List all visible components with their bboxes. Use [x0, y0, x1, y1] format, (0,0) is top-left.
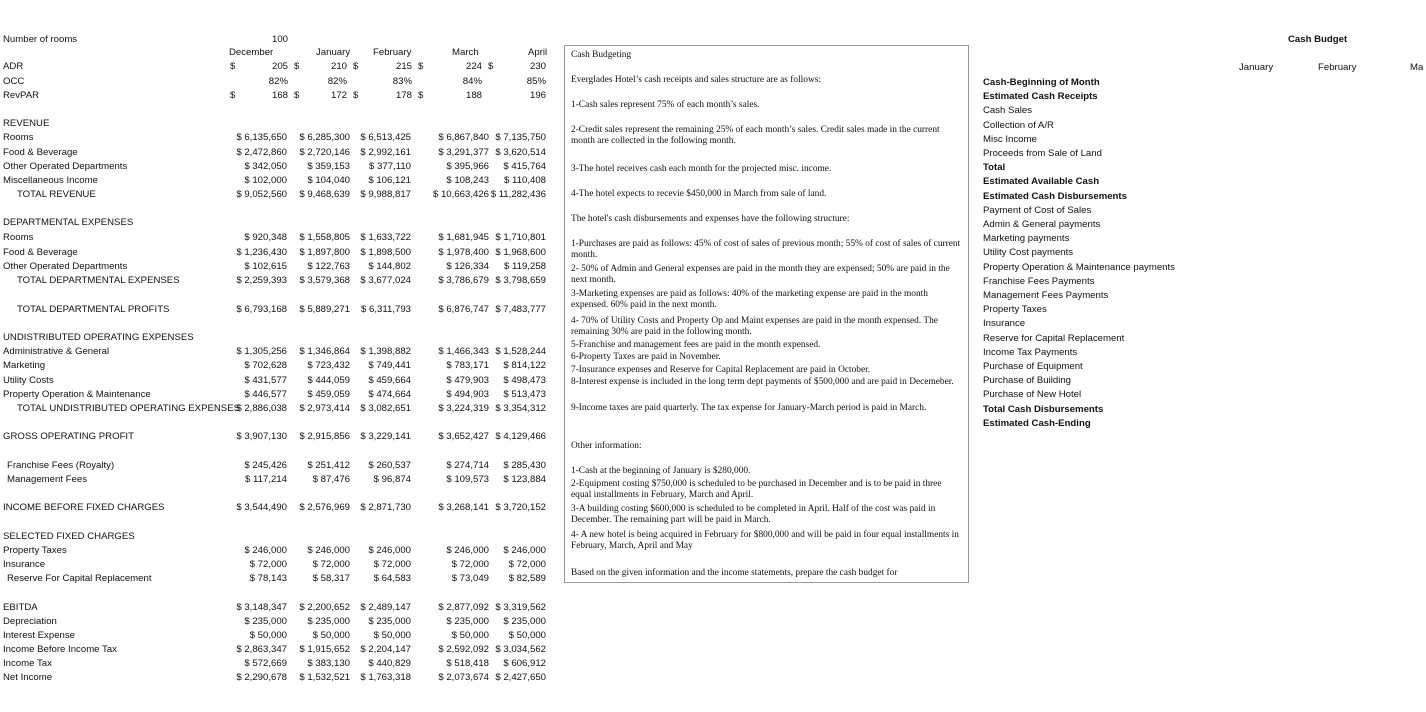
- row-label: Other Operated Departments: [3, 161, 128, 172]
- row-label: Property Operation & Maintenance: [3, 389, 151, 400]
- row-value-cell[interactable]: $ 415,764: [503, 161, 546, 172]
- textbox-paragraph: 2-Equipment costing $750,000 is scheduled to be purchased in December and is to be paid in three equal installments in February, March and April.: [571, 479, 942, 501]
- row-value-cell[interactable]: $ 783,171: [446, 360, 489, 371]
- row-value-cell[interactable]: $ 2,427,650: [495, 672, 546, 683]
- dollar-sign: $: [418, 61, 424, 72]
- row-value-cell[interactable]: $ 50,000: [373, 630, 411, 641]
- row-value-cell[interactable]: $ 920,348: [244, 232, 287, 243]
- row-value-cell[interactable]: $ 2,200,652: [299, 602, 350, 613]
- row-value-cell[interactable]: $ 246,000: [244, 545, 287, 556]
- row-value-cell[interactable]: $ 479,903: [446, 375, 489, 386]
- row-value-cell[interactable]: $ 1,710,801: [495, 232, 546, 243]
- row-value-cell[interactable]: $ 246,000: [446, 545, 489, 556]
- row-value-cell[interactable]: $ 78,143: [249, 573, 287, 584]
- cash-budget-item: Cash Sales: [983, 105, 1033, 117]
- row-value-cell[interactable]: $ 73,049: [451, 573, 489, 584]
- textbox-paragraph: 2-Credit sales represent the remaining 25% of each month’s sales. Credit sales made in the current month are collected in the following month.: [571, 125, 940, 147]
- textbox-paragraph: Other information:: [571, 441, 642, 451]
- row-label: Net Income: [3, 672, 53, 683]
- row-label: TOTAL DEPARTMENTAL PROFITS: [17, 304, 170, 315]
- row-value-cell[interactable]: $ 1,466,343: [438, 346, 489, 357]
- dollar-sign: $: [294, 61, 300, 72]
- month-header-december: December: [229, 47, 274, 58]
- row-value-cell[interactable]: $ 2,992,161: [360, 147, 411, 158]
- cash-budget-item: Property Operation & Maintenance payments: [983, 261, 1175, 273]
- row-value-cell[interactable]: $ 122,763: [307, 261, 350, 272]
- occ-cell[interactable]: 83%: [392, 76, 412, 87]
- row-value-cell[interactable]: $ 10,663,426: [432, 189, 489, 200]
- row-label: Marketing: [3, 360, 46, 371]
- row-value-cell[interactable]: $ 1,398,882: [360, 346, 411, 357]
- cash-budget-item: Total: [983, 162, 1006, 174]
- row-value-cell[interactable]: $ 3,786,679: [438, 275, 489, 286]
- row-value-cell[interactable]: $ 444,059: [307, 375, 350, 386]
- row-value-cell[interactable]: $ 144,802: [368, 261, 411, 272]
- row-value-cell[interactable]: $ 102,615: [244, 261, 287, 272]
- row-value-cell[interactable]: $ 1,633,722: [360, 232, 411, 243]
- row-label: Reserve For Capital Replacement: [7, 573, 152, 584]
- row-value-cell[interactable]: $ 1,897,800: [299, 247, 350, 258]
- cash-budget-item: Collection of A/R: [983, 119, 1054, 131]
- cash-budget-month-february: February: [1318, 62, 1357, 73]
- row-value-cell[interactable]: $ 2,973,414: [299, 403, 350, 414]
- row-value-cell[interactable]: $ 494,903: [446, 389, 489, 400]
- row-value-cell[interactable]: $ 6,876,747: [438, 304, 489, 315]
- month-header-march: March: [452, 47, 479, 58]
- row-value-cell[interactable]: $ 2,073,674: [438, 672, 489, 683]
- row-label: Utility Costs: [3, 375, 54, 386]
- row-value-cell[interactable]: $ 235,000: [446, 616, 489, 627]
- row-value-cell[interactable]: $ 2,720,146: [299, 147, 350, 158]
- row-value-cell[interactable]: $ 2,576,969: [299, 502, 350, 513]
- row-value-cell[interactable]: $ 285,430: [503, 460, 546, 471]
- row-label: TOTAL DEPARTMENTAL EXPENSES: [17, 275, 180, 286]
- row-value-cell[interactable]: $ 498,473: [503, 375, 546, 386]
- row-value-cell[interactable]: $ 123,884: [503, 474, 546, 485]
- cash-budget-item: Marketing payments: [983, 233, 1070, 245]
- row-label: Insurance: [3, 559, 46, 570]
- row-value-cell[interactable]: $ 11,282,436: [490, 189, 546, 200]
- adr-cell[interactable]: 210: [330, 61, 347, 72]
- revpar-cell[interactable]: 188: [465, 90, 482, 101]
- row-value-cell[interactable]: $ 6,513,425: [360, 132, 411, 143]
- cash-budget-item: Estimated Available Cash: [983, 176, 1100, 188]
- textbox-paragraph: Everglades Hotel’s cash receipts and sales structure are as follows:: [571, 75, 822, 85]
- row-value-cell[interactable]: $ 106,121: [368, 175, 411, 186]
- cash-budget-month-january: January: [1239, 62, 1274, 73]
- row-value-cell[interactable]: $ 3,620,514: [495, 147, 546, 158]
- row-value-cell[interactable]: $ 87,476: [312, 474, 350, 485]
- row-value-cell[interactable]: $ 431,577: [244, 375, 287, 386]
- adr-cell[interactable]: 205: [271, 61, 288, 72]
- instructions-textbox[interactable]: [564, 45, 969, 583]
- row-value-cell[interactable]: $ 7,135,750: [495, 132, 546, 143]
- row-value-cell[interactable]: $ 446,577: [244, 389, 287, 400]
- dollar-sign: $: [230, 61, 236, 72]
- cash-budget-item: Admin & General payments: [983, 219, 1101, 230]
- occ-cell[interactable]: 84%: [462, 76, 482, 87]
- row-value-cell[interactable]: $ 235,000: [368, 616, 411, 627]
- row-value-cell[interactable]: $ 2,489,147: [360, 602, 411, 613]
- cash-budget-item: Estimated Cash Receipts: [983, 91, 1098, 103]
- cash-budget-item: Proceeds from Sale of Land: [983, 148, 1102, 159]
- row-value-cell[interactable]: $ 2,592,092: [438, 644, 489, 655]
- row-value-cell[interactable]: $ 518,418: [446, 658, 489, 669]
- adr-cell[interactable]: 224: [465, 61, 482, 72]
- row-value-cell[interactable]: $ 126,334: [446, 261, 489, 272]
- row-value-cell[interactable]: $ 2,290,678: [236, 672, 287, 683]
- row-value-cell[interactable]: $ 72,000: [508, 559, 546, 570]
- row-value-cell[interactable]: $ 1,305,256: [236, 346, 287, 357]
- section-revenue: REVENUE: [3, 118, 50, 129]
- row-value-cell[interactable]: $ 1,978,400: [438, 247, 489, 258]
- cash-budget-item: Reserve for Capital Replacement: [983, 332, 1125, 344]
- row-value-cell[interactable]: $ 474,664: [368, 389, 411, 400]
- row-value-cell[interactable]: $ 702,628: [244, 360, 287, 371]
- textbox-paragraph: 3-Marketing expenses are paid as follows: 40% of the marketing expense are paid in the month expensed. 60% paid in the next month.: [571, 289, 928, 311]
- cash-budget-item: Utility Cost payments: [983, 247, 1074, 259]
- row-value-cell[interactable]: $ 3,798,659: [495, 275, 546, 286]
- row-value-cell[interactable]: $ 572,669: [244, 658, 287, 669]
- row-label: Franchise Fees (Royalty): [7, 460, 115, 471]
- row-label: EBITDA: [3, 602, 38, 613]
- row-value-cell[interactable]: $ 3,907,130: [236, 431, 287, 442]
- row-value-cell[interactable]: $ 377,110: [369, 161, 411, 172]
- rooms-label: Number of rooms: [3, 34, 78, 45]
- occ-label: OCC: [3, 76, 25, 87]
- row-label: TOTAL REVENUE: [17, 189, 96, 200]
- row-value-cell[interactable]: $ 3,720,152: [495, 502, 546, 513]
- row-value-cell[interactable]: $ 251,412: [307, 460, 350, 471]
- row-label: Rooms: [3, 132, 34, 143]
- row-value-cell[interactable]: $ 3,579,368: [299, 275, 350, 286]
- row-value-cell[interactable]: $ 5,889,271: [299, 304, 350, 315]
- row-value-cell[interactable]: $ 1,558,805: [299, 232, 350, 243]
- row-value-cell[interactable]: $ 3,082,651: [360, 403, 411, 414]
- row-value-cell[interactable]: $ 9,052,560: [236, 189, 287, 200]
- cash-budget-item: Property Taxes: [983, 304, 1047, 316]
- row-value-cell[interactable]: $ 58,317: [312, 573, 350, 584]
- row-value-cell[interactable]: $ 723,432: [307, 360, 350, 371]
- dollar-sign: $: [294, 90, 300, 101]
- adr-cell[interactable]: 215: [395, 61, 412, 72]
- cash-budget-month-march: Ma: [1410, 62, 1424, 73]
- row-label: Rooms: [3, 232, 34, 243]
- section-fixed-charges: SELECTED FIXED CHARGES: [3, 531, 135, 542]
- cash-budget-item: Insurance: [983, 318, 1026, 330]
- row-value-cell[interactable]: $ 1,763,318: [360, 672, 411, 683]
- revpar-cell[interactable]: 168: [271, 90, 288, 101]
- row-label: TOTAL UNDISTRIBUTED OPERATING EXPENSES: [17, 403, 241, 414]
- row-value-cell[interactable]: $ 2,472,860: [236, 147, 287, 158]
- cash-budget-item: Purchase of New Hotel: [983, 389, 1082, 401]
- cash-budget-item: Total Cash Disbursements: [983, 403, 1104, 415]
- cash-budget-item: Franchise Fees Payments: [983, 275, 1095, 287]
- revpar-cell[interactable]: 196: [529, 90, 546, 101]
- row-label: Other Operated Departments: [3, 261, 128, 272]
- row-value-cell[interactable]: $ 459,664: [368, 375, 411, 386]
- cash-budget-item: Management Fees Payments: [983, 290, 1109, 301]
- occ-cell[interactable]: 82%: [327, 76, 347, 87]
- row-value-cell[interactable]: $ 3,677,024: [360, 275, 411, 286]
- revpar-cell[interactable]: 178: [395, 90, 412, 101]
- row-value-cell[interactable]: $ 6,135,650: [236, 132, 287, 143]
- textbox-paragraph: 8-Interest expense is included in the long term dept payments of $500,000 and are paid in Decemeber.: [571, 377, 954, 387]
- row-value-cell[interactable]: $ 9,468,639: [299, 189, 350, 200]
- cash-budget-item: Misc Income: [983, 133, 1037, 145]
- row-value-cell[interactable]: $ 72,000: [373, 559, 411, 570]
- row-value-cell[interactable]: $ 383,130: [307, 658, 350, 669]
- textbox-paragraph: 1-Purchases are paid as follows: 45% of cost of sales of previous month; 55% of cost of sales of current month.: [571, 239, 961, 261]
- row-value-cell[interactable]: $ 1,898,500: [360, 247, 411, 258]
- row-value-cell[interactable]: $ 2,871,730: [360, 502, 411, 513]
- dollar-sign: $: [488, 61, 494, 72]
- row-value-cell[interactable]: $ 1,236,430: [236, 247, 287, 258]
- row-label: INCOME BEFORE FIXED CHARGES: [3, 502, 165, 513]
- row-value-cell[interactable]: $ 109,573: [446, 474, 489, 485]
- textbox-paragraph: 4- A new hotel is being acquired in February for $800,000 and will be paid in four equal installments in February, March, April and May: [571, 530, 959, 552]
- row-value-cell[interactable]: $ 1,968,600: [495, 247, 546, 258]
- row-value-cell[interactable]: $ 459,059: [307, 389, 350, 400]
- row-value-cell[interactable]: $ 2,863,347: [236, 644, 287, 655]
- section-undistributed-expenses: UNDISTRIBUTED OPERATING EXPENSES: [3, 332, 194, 343]
- row-label: Income Before Income Tax: [3, 644, 117, 655]
- cash-budget-item: Purchase of Equipment: [983, 361, 1083, 372]
- row-value-cell[interactable]: $ 72,000: [312, 559, 350, 570]
- textbox-paragraph: 4- 70% of Utility Costs and Property Op and Maint expenses are paid in the month expensed. The remaining 30% are paid in the following month.: [571, 316, 938, 338]
- revpar-cell[interactable]: 172: [330, 90, 347, 101]
- row-value-cell[interactable]: $ 7,483,777: [495, 304, 546, 315]
- row-label: Food & Beverage: [3, 247, 78, 258]
- section-departmental-expenses: DEPARTMENTAL EXPENSES: [3, 217, 134, 228]
- row-value-cell[interactable]: $ 9,988,817: [360, 189, 411, 200]
- textbox-paragraph: 7-Insurance expenses and Reserve for Capital Replacement are paid in October.: [571, 365, 871, 375]
- row-value-cell[interactable]: $ 119,258: [504, 261, 546, 272]
- row-value-cell[interactable]: $ 50,000: [451, 630, 489, 641]
- textbox-paragraph: Based on the given information and the income statements, prepare the cash budget for: [571, 568, 898, 578]
- row-value-cell[interactable]: $ 3,291,377: [438, 147, 489, 158]
- cash-budget-item: Estimated Cash Disbursements: [983, 190, 1127, 202]
- dollar-sign: $: [353, 90, 359, 101]
- row-value-cell[interactable]: $ 1,346,864: [299, 346, 350, 357]
- row-value-cell[interactable]: $ 1,681,945: [438, 232, 489, 243]
- row-value-cell[interactable]: $ 235,000: [503, 616, 546, 627]
- textbox-paragraph: 5-Franchise and management fees are paid in the month expensed.: [571, 340, 821, 350]
- row-value-cell[interactable]: $ 108,243: [446, 175, 489, 186]
- row-value-cell[interactable]: $ 104,040: [307, 175, 350, 186]
- textbox-paragraph: 2- 50% of Admin and General expenses are paid in the month they are expensed; 50% are paid in the next month.: [571, 264, 950, 286]
- cash-budget-title: Cash Budget: [1288, 34, 1348, 45]
- textbox-paragraph: The hotel's cash disbursements and expenses have the following structure:: [571, 214, 850, 224]
- row-value-cell[interactable]: $ 4,129,466: [495, 431, 546, 442]
- textbox-paragraph: 9-Income taxes are paid quarterly. The tax expense for January-March period is paid in March.: [571, 403, 927, 413]
- row-value-cell[interactable]: $ 3,544,490: [236, 502, 287, 513]
- row-label: Depreciation: [3, 616, 57, 627]
- cash-budget-item: Cash-Beginning of Month: [983, 77, 1100, 88]
- row-value-cell[interactable]: $ 2,915,856: [299, 431, 350, 442]
- textbox-paragraph: 6-Property Taxes are paid in November.: [571, 352, 721, 362]
- month-header-february: February: [373, 47, 412, 58]
- row-value-cell[interactable]: $ 3,268,141: [438, 502, 489, 513]
- row-value-cell[interactable]: $ 2,204,147: [360, 644, 411, 655]
- dollar-sign: $: [418, 90, 424, 101]
- row-value-cell[interactable]: $ 814,122: [503, 360, 546, 371]
- row-value-cell[interactable]: $ 82,589: [508, 573, 546, 584]
- row-label: Property Taxes: [3, 545, 67, 556]
- row-value-cell[interactable]: $ 72,000: [451, 559, 489, 570]
- cash-budget-item: Purchase of Building: [983, 375, 1071, 387]
- row-value-cell[interactable]: $ 64,583: [373, 573, 411, 584]
- row-value-cell[interactable]: $ 342,050: [244, 161, 287, 172]
- row-label: Administrative & General: [3, 346, 110, 357]
- row-value-cell[interactable]: $ 440,829: [368, 658, 411, 669]
- dollar-sign: $: [230, 90, 236, 101]
- row-value-cell[interactable]: $ 2,259,393: [236, 275, 287, 286]
- row-value-cell[interactable]: $ 6,311,793: [361, 304, 411, 315]
- row-value-cell[interactable]: $ 3,229,141: [360, 431, 411, 442]
- row-label: Income Tax: [3, 658, 52, 669]
- textbox-paragraph: 4-The hotel expects to recevie $450,000 in March from sale of land.: [571, 189, 827, 199]
- row-value-cell[interactable]: $ 3,148,347: [236, 602, 287, 613]
- row-value-cell[interactable]: $ 6,285,300: [299, 132, 350, 143]
- occ-cell[interactable]: 85%: [526, 76, 546, 87]
- row-value-cell[interactable]: $ 274,714: [446, 460, 489, 471]
- adr-cell[interactable]: 230: [529, 61, 546, 72]
- row-value-cell[interactable]: $ 359,153: [307, 161, 350, 172]
- textbox-paragraph: 1-Cash at the beginning of January is $280,000.: [571, 466, 751, 476]
- cash-budget-item: Payment of Cost of Sales: [983, 204, 1092, 216]
- row-value-cell[interactable]: $ 1,915,652: [299, 644, 350, 655]
- row-value-cell[interactable]: $ 606,912: [503, 658, 546, 669]
- row-value-cell[interactable]: $ 6,867,840: [438, 132, 489, 143]
- month-header-january: January: [316, 47, 351, 58]
- row-value-cell[interactable]: $ 235,000: [307, 616, 350, 627]
- row-value-cell[interactable]: $ 50,000: [249, 630, 287, 641]
- row-label: Management Fees: [7, 474, 87, 485]
- row-value-cell[interactable]: $ 3,034,562: [495, 644, 546, 655]
- cash-budget-item: Income Tax Payments: [983, 346, 1078, 358]
- row-value-cell[interactable]: $ 117,214: [245, 474, 287, 485]
- row-value-cell[interactable]: $ 246,000: [503, 545, 546, 556]
- row-value-cell[interactable]: $ 6,793,168: [236, 304, 287, 315]
- row-value-cell[interactable]: $ 513,473: [503, 389, 546, 400]
- occ-cell[interactable]: 82%: [268, 76, 288, 87]
- row-value-cell[interactable]: $ 72,000: [249, 559, 287, 570]
- row-value-cell[interactable]: $ 260,537: [368, 460, 411, 471]
- row-value-cell[interactable]: $ 1,528,244: [495, 346, 546, 357]
- row-value-cell[interactable]: $ 50,000: [312, 630, 350, 641]
- dollar-sign: $: [353, 61, 359, 72]
- adr-label: ADR: [3, 61, 24, 72]
- cash-budget-item: Estimated Cash-Ending: [983, 417, 1091, 429]
- row-value-cell[interactable]: $ 102,000: [244, 175, 287, 186]
- textbox-paragraph: 3-A building costing $600,000 is scheduled to be completed in April. Half of the cost was paid in December. The remaining part will be paid in March.: [571, 504, 936, 526]
- row-value-cell[interactable]: $ 246,000: [368, 545, 411, 556]
- revpar-label: RevPAR: [3, 90, 40, 101]
- row-value-cell[interactable]: $ 3,319,562: [495, 602, 546, 613]
- row-value-cell[interactable]: $ 50,000: [508, 630, 546, 641]
- row-value-cell[interactable]: $ 3,652,427: [438, 431, 489, 442]
- textbox-paragraph: 3-The hotel receives cash each month for the projected misc. income.: [571, 164, 832, 174]
- row-label: Interest Expense: [3, 630, 75, 641]
- month-header-april: April: [528, 47, 548, 58]
- rooms-value[interactable]: 100: [272, 34, 289, 45]
- textbox-paragraph: 1-Cash sales represent 75% of each month’s sales.: [571, 100, 760, 110]
- row-value-cell[interactable]: $ 3,354,312: [495, 403, 546, 414]
- row-label: Miscellaneous Income: [3, 175, 98, 186]
- row-value-cell[interactable]: $ 749,441: [368, 360, 411, 371]
- row-value-cell[interactable]: $ 235,000: [244, 616, 287, 627]
- row-label: Food & Beverage: [3, 147, 78, 158]
- row-value-cell[interactable]: $ 2,886,038: [236, 403, 287, 414]
- row-value-cell[interactable]: $ 3,224,319: [438, 403, 489, 414]
- row-value-cell[interactable]: $ 2,877,092: [438, 602, 489, 613]
- row-label: GROSS OPERATING PROFIT: [3, 431, 134, 442]
- row-value-cell[interactable]: $ 395,966: [446, 161, 489, 172]
- row-value-cell[interactable]: $ 246,000: [307, 545, 350, 556]
- row-value-cell[interactable]: $ 96,874: [373, 474, 411, 485]
- textbox-title: Cash Budgeting: [571, 50, 632, 60]
- row-value-cell[interactable]: $ 110,408: [504, 175, 546, 186]
- row-value-cell[interactable]: $ 245,426: [244, 460, 287, 471]
- row-value-cell[interactable]: $ 1,532,521: [299, 672, 350, 683]
